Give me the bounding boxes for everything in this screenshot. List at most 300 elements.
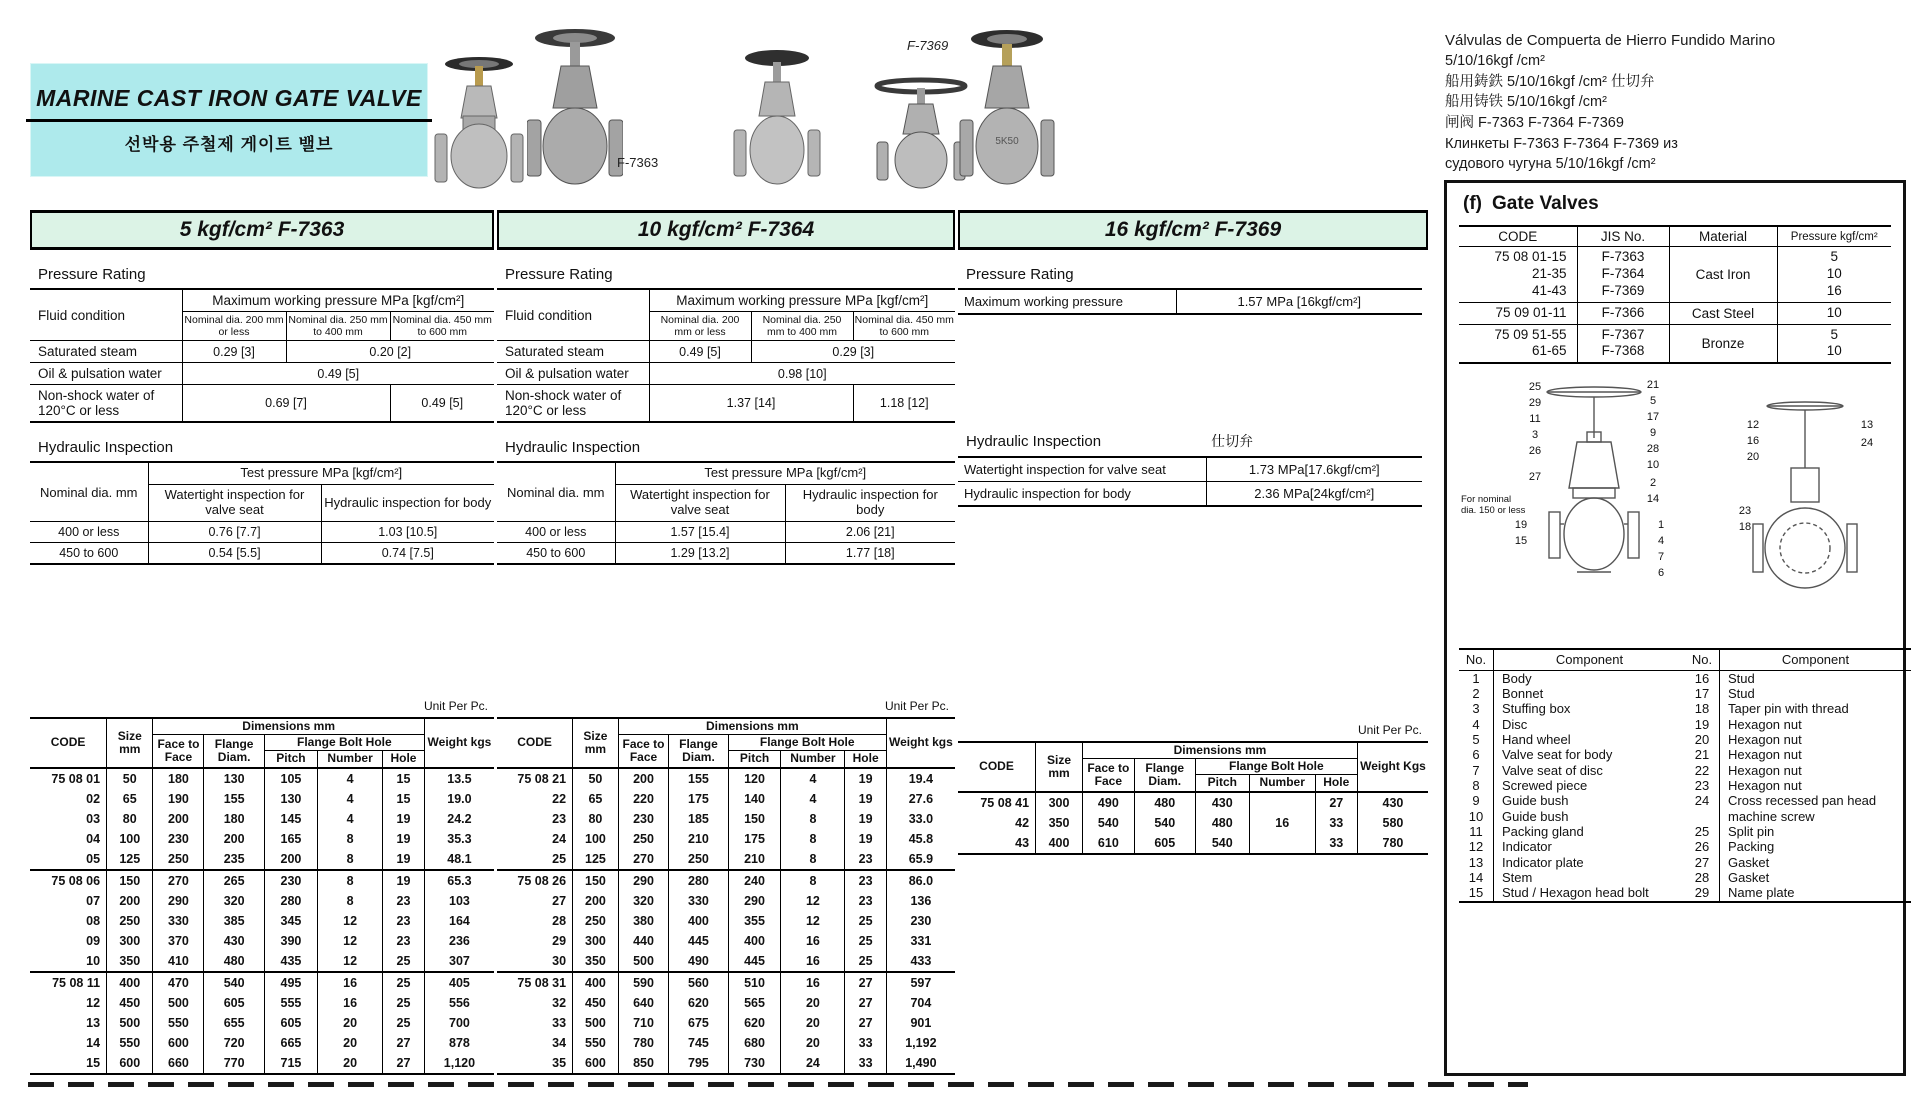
cell: 33	[845, 1053, 886, 1073]
cell: 75 08 41	[958, 792, 1036, 813]
cell: 12	[318, 911, 383, 931]
col-header: Weight kgs	[886, 719, 955, 768]
cell: 120	[728, 768, 781, 789]
cell: 715	[264, 1053, 317, 1073]
cell: F-7367 F-7368	[1577, 324, 1669, 362]
cell: 27	[845, 972, 886, 993]
valve-drawing-left	[1547, 387, 1641, 572]
cell: 75 08 21	[497, 768, 573, 789]
cell: 125	[573, 849, 619, 870]
cell: Hexagon nut	[1720, 763, 1912, 778]
cell: 12	[781, 911, 845, 931]
cell: 23	[383, 891, 425, 911]
col-header: Size mm	[573, 719, 619, 768]
cell: 130	[264, 789, 317, 809]
cell: 280	[669, 870, 729, 891]
cell: 307	[424, 951, 494, 972]
cell: 490	[1083, 792, 1135, 813]
cell: 400	[573, 972, 619, 993]
diagram-callout-4: 4	[1657, 535, 1665, 548]
cell: Hexagon nut	[1720, 778, 1912, 793]
col-header: CODE	[497, 719, 573, 768]
intro-line: 闸阀 F-7363 F-7364 F-7369	[1445, 115, 1624, 132]
table-row	[1459, 793, 1685, 808]
unit-per-pc-label: Unit Per Pc.	[1357, 723, 1422, 737]
cell: 80	[573, 809, 619, 829]
cell: 330	[153, 911, 204, 931]
table-row	[497, 972, 955, 993]
table-row	[1459, 809, 1685, 824]
cell: 450 to 600	[30, 542, 148, 563]
cell: 385	[204, 911, 264, 931]
table-row	[1459, 763, 1685, 778]
table-row	[1685, 824, 1911, 839]
cell: 200	[618, 768, 668, 789]
col-header: Dimensions mm	[1083, 743, 1358, 759]
cell: 27	[383, 1053, 425, 1073]
col-header: Flange Bolt Hole	[1195, 759, 1357, 775]
cell: Taper pin with thread	[1720, 701, 1912, 716]
cell: Stuffing box	[1494, 701, 1686, 716]
cell: 345	[264, 911, 317, 931]
col-header: Number	[1249, 775, 1315, 792]
col-header: Size mm	[107, 719, 153, 768]
diagram-callout-1: 1	[1657, 519, 1665, 532]
cell: 430	[204, 931, 264, 951]
cell: 1	[1459, 670, 1494, 686]
cell: 43	[958, 833, 1036, 853]
cell: 620	[728, 1013, 781, 1033]
table-row	[1459, 701, 1685, 716]
cell: 26	[1685, 839, 1720, 854]
pressure-rating-table	[497, 290, 955, 421]
valve-photo-4	[873, 72, 969, 192]
table-row	[30, 972, 494, 993]
table-row	[1459, 686, 1685, 701]
cell: 4	[781, 768, 845, 789]
cell: Stud	[1720, 686, 1912, 701]
cell: 25	[383, 972, 425, 993]
spec-section	[958, 205, 1428, 1085]
cell: Indicator	[1494, 839, 1686, 854]
cell: 0.49 [5]	[182, 363, 494, 385]
cell: 435	[264, 951, 317, 972]
cell: 27	[1685, 855, 1720, 870]
cell: 140	[728, 789, 781, 809]
cell: 29	[497, 931, 573, 951]
intro-line: судового чугуна 5/10/16kgf /cm²	[1445, 156, 1656, 173]
jis-code-table	[1457, 225, 1893, 364]
spec-section	[30, 205, 494, 1085]
table-block	[30, 972, 494, 1073]
diagram-callout-13: 13	[1860, 419, 1874, 432]
cell: 25	[383, 993, 425, 1013]
cell: 48.1	[424, 849, 494, 870]
cell: 10	[1459, 809, 1494, 824]
cell: 19	[383, 849, 425, 870]
cell: Stud / Hexagon head bolt	[1494, 885, 1686, 900]
cell: 27	[497, 891, 573, 911]
hydraulic-inspection-table	[497, 463, 955, 563]
hydraulic-inspection-label: Hydraulic Inspection	[38, 439, 174, 457]
table-row	[497, 870, 955, 891]
cell: 80	[107, 809, 153, 829]
cell: 540	[204, 972, 264, 993]
cell: 12	[1459, 839, 1494, 854]
cell: Maximum working pressure MPa [kgf/cm²]	[182, 290, 494, 312]
cell: 240	[728, 870, 781, 891]
table-row	[30, 951, 494, 972]
col-header: Flange Bolt Hole	[264, 735, 424, 751]
cell: 130	[204, 768, 264, 789]
svg-text:dia. 150 or less: dia. 150 or less	[1461, 505, 1526, 517]
cell: 280	[264, 891, 317, 911]
cell: 8	[318, 829, 383, 849]
col-header: CODE	[30, 719, 107, 768]
page-title: MARINE CAST IRON GATE VALVE	[26, 85, 432, 122]
cell: 680	[728, 1033, 781, 1053]
cell: Gasket	[1720, 855, 1912, 870]
diagram-callout-10: 10	[1646, 459, 1660, 472]
cell: 8	[318, 849, 383, 870]
cell: 165	[264, 829, 317, 849]
table-row	[30, 1053, 494, 1073]
cell: 28	[497, 911, 573, 931]
cell: 20	[318, 1053, 383, 1073]
cell: 235	[204, 849, 264, 870]
cell: 270	[618, 849, 668, 870]
col-header: Number	[781, 751, 845, 768]
cell: 155	[669, 768, 729, 789]
diagram-callout-27: 27	[1528, 471, 1542, 484]
col-header: Face to Face	[618, 735, 668, 768]
cell: 16	[781, 931, 845, 951]
cell: Gasket	[1720, 870, 1912, 885]
cell: 22	[1685, 763, 1720, 778]
cell: 75 08 06	[30, 870, 107, 891]
cell: 600	[153, 1033, 204, 1053]
page-bottom-edge	[28, 1082, 1528, 1087]
table-row	[1685, 885, 1911, 900]
cell: 65.9	[886, 849, 955, 870]
cell: 75 08 01	[30, 768, 107, 789]
cell: 610	[1083, 833, 1135, 853]
diagram-callout-18: 18	[1738, 521, 1752, 534]
cell: 32	[497, 993, 573, 1013]
cell: 400	[669, 911, 729, 931]
cell: 350	[573, 951, 619, 972]
pressure-rating-label: Pressure Rating	[966, 266, 1074, 283]
cell: 75 09 51-55 61-65	[1459, 324, 1577, 362]
cell: 23	[845, 849, 886, 870]
table-row	[30, 1013, 494, 1033]
table-row	[30, 341, 494, 363]
table-row	[958, 833, 1428, 853]
col-header: Flange Diam.	[204, 735, 264, 768]
cell: 250	[573, 911, 619, 931]
cell: 0.76 [7.7]	[148, 521, 321, 542]
diagram-callout-5: 5	[1649, 395, 1657, 408]
intro-line: Клинкеты F-7363 F-7364 F-7369 из	[1445, 135, 1678, 152]
table-row	[497, 385, 955, 422]
cell: 19	[845, 789, 886, 809]
cell: Stud	[1720, 670, 1912, 686]
cell: 35.3	[424, 829, 494, 849]
pressure-rating-table	[30, 290, 494, 421]
cell: 556	[424, 993, 494, 1013]
cell: 500	[618, 951, 668, 972]
cell: 4	[318, 809, 383, 829]
cell: 03	[30, 809, 107, 829]
cell: 15	[383, 789, 425, 809]
cell: Saturated steam	[497, 341, 649, 363]
cell: 400	[728, 931, 781, 951]
cell: 185	[669, 809, 729, 829]
cell: 16	[781, 951, 845, 972]
cell: 09	[30, 931, 107, 951]
cell: 103	[424, 891, 494, 911]
col-header: Size mm	[1036, 743, 1083, 792]
cell: Oil & pulsation water	[30, 363, 182, 385]
table-row	[1685, 747, 1911, 762]
cell: 1.57 MPa [16kgf/cm²]	[1176, 290, 1422, 313]
col-header: Face to Face	[153, 735, 204, 768]
unit-per-pc-label: Unit Per Pc.	[884, 698, 949, 713]
valve-photo-2	[527, 24, 623, 196]
cell: 19	[845, 809, 886, 829]
cell: 24	[781, 1053, 845, 1073]
table-row	[30, 521, 494, 542]
cell: Oil & pulsation water	[497, 363, 649, 385]
cell: 33	[1315, 813, 1357, 833]
gate-valves-panel	[1444, 180, 1906, 1076]
cell: Cast Steel	[1669, 302, 1777, 324]
col-header: Number	[318, 751, 383, 768]
cell: 1,490	[886, 1053, 955, 1073]
photo-label-f7369: F-7369	[907, 38, 949, 53]
cell: 19	[845, 768, 886, 789]
col-header: Hole	[845, 751, 886, 768]
cell: 150	[107, 870, 153, 891]
cell: 250	[618, 829, 668, 849]
table-row	[497, 542, 955, 563]
cell: 1.18 [12]	[853, 385, 955, 422]
table-row	[30, 911, 494, 931]
col-header: Weight kgs	[424, 719, 494, 768]
cell: 17	[1685, 686, 1720, 701]
cell: 22	[497, 789, 573, 809]
cell: 200	[204, 829, 264, 849]
cell: 320	[618, 891, 668, 911]
diagram-callout-3: 3	[1531, 429, 1539, 442]
intro-text-block	[1445, 30, 1905, 175]
diagram-callout-29: 29	[1528, 397, 1542, 410]
table-row	[497, 911, 955, 931]
cell: Screwed piece	[1494, 778, 1686, 793]
cell: 34	[497, 1033, 573, 1053]
cell: 20	[781, 1013, 845, 1033]
cell: 2	[1459, 686, 1494, 701]
dimensions-table	[497, 719, 955, 1073]
cell: 780	[618, 1033, 668, 1053]
table-row	[1685, 670, 1911, 686]
table-row	[1685, 686, 1911, 701]
table-row	[958, 813, 1428, 833]
cell: 20	[318, 1013, 383, 1033]
cell: 24	[1685, 793, 1720, 824]
table-row	[1459, 670, 1685, 686]
cell: 75 09 01-11	[1459, 302, 1577, 324]
intro-line: 船用鋳鉄 5/10/16kgf /cm² 仕切弁	[1445, 73, 1655, 90]
cell: Body	[1494, 670, 1686, 686]
cell: 210	[669, 829, 729, 849]
cell: 540	[1083, 813, 1135, 833]
jis-table	[1459, 227, 1891, 362]
table-row	[497, 1033, 955, 1053]
cell: 550	[107, 1033, 153, 1053]
cell: 12	[318, 931, 383, 951]
cell: 795	[669, 1053, 729, 1073]
cell: 12	[30, 993, 107, 1013]
cell: 30	[497, 951, 573, 972]
cell: 430	[1195, 792, 1249, 813]
cell: 4	[1459, 717, 1494, 732]
col-header: Flange Diam.	[669, 735, 729, 768]
cell: 100	[107, 829, 153, 849]
cell: 370	[153, 931, 204, 951]
cell: 0.20 [2]	[286, 341, 494, 363]
table-row	[1685, 839, 1911, 854]
table-block	[497, 972, 955, 1073]
cell: 16	[1685, 670, 1720, 686]
cell: 0.74 [7.5]	[321, 542, 494, 563]
product-photos	[425, 10, 1055, 195]
cell: 605	[204, 993, 264, 1013]
cell: 4	[318, 789, 383, 809]
cell: 555	[264, 993, 317, 1013]
cell: 27	[1315, 792, 1357, 813]
table-row	[30, 891, 494, 911]
cell: Bonnet	[1494, 686, 1686, 701]
cell: 878	[424, 1033, 494, 1053]
cell: 1.03 [10.5]	[321, 521, 494, 542]
cell: 50	[107, 768, 153, 789]
cell: Disc	[1494, 717, 1686, 732]
valve-photo-5	[959, 26, 1055, 196]
cell: 07	[30, 891, 107, 911]
cell: 19.4	[886, 768, 955, 789]
cell: 190	[153, 789, 204, 809]
cell: 2.36 MPa[24kgf/cm²]	[1206, 482, 1422, 506]
cell: 4	[781, 789, 845, 809]
cell: 10	[30, 951, 107, 972]
table-row	[497, 993, 955, 1013]
table-row	[1459, 885, 1685, 900]
table-row	[30, 870, 494, 891]
table-row	[30, 993, 494, 1013]
table-row	[1685, 717, 1911, 732]
panel-title	[1463, 193, 1893, 215]
cell: Test pressure MPa [kgf/cm²]	[148, 463, 494, 484]
table-block	[958, 792, 1428, 853]
cell: Stem	[1494, 870, 1686, 885]
col-header: Component	[1720, 650, 1912, 670]
section-header: 16 kgf/cm² F-7369	[958, 210, 1428, 250]
table-row	[30, 829, 494, 849]
diagram-callout-19: 19	[1514, 519, 1528, 532]
cell: 8	[781, 809, 845, 829]
cell: 300	[1036, 792, 1083, 813]
cell: 850	[618, 1053, 668, 1073]
cell: 23	[383, 931, 425, 951]
cell: 08	[30, 911, 107, 931]
cell: 12	[781, 891, 845, 911]
cell: 290	[728, 891, 781, 911]
cell: 597	[886, 972, 955, 993]
cell: 105	[264, 768, 317, 789]
table-row	[1459, 824, 1685, 839]
cell: 200	[573, 891, 619, 911]
table-row	[1685, 763, 1911, 778]
cell: 25	[845, 951, 886, 972]
cell: 65.3	[424, 870, 494, 891]
component-list	[1459, 650, 1685, 900]
table-row	[30, 1033, 494, 1053]
cell: Cross recessed pan head machine screw	[1720, 793, 1912, 824]
section-header: 5 kgf/cm² F-7363	[30, 210, 494, 250]
cell: 8	[781, 849, 845, 870]
cell: Watertight inspection for valve seat	[958, 458, 1206, 482]
cell: 45.8	[886, 829, 955, 849]
diagram-callout-28: 28	[1646, 443, 1660, 456]
cell: Name plate	[1720, 885, 1912, 900]
table-row	[958, 482, 1422, 506]
cell: 480	[1195, 813, 1249, 833]
cell: Hydraulic inspection for body	[321, 485, 494, 522]
cell: 290	[618, 870, 668, 891]
table-row	[30, 789, 494, 809]
cell: 390	[264, 931, 317, 951]
diagram-callout-20: 20	[1746, 451, 1760, 464]
cell: 490	[669, 951, 729, 972]
cell: 33	[845, 1033, 886, 1053]
hydraulic-inspection-table	[30, 463, 494, 563]
table-row	[1459, 855, 1685, 870]
cell: 75 08 11	[30, 972, 107, 993]
cell: 500	[153, 993, 204, 1013]
cell: 19	[383, 809, 425, 829]
cell: 0.54 [5.5]	[148, 542, 321, 563]
table-row	[958, 458, 1422, 482]
cell: Saturated steam	[30, 341, 182, 363]
cell: F-7363 F-7364 F-7369	[1577, 247, 1669, 303]
cell: 19	[383, 829, 425, 849]
table-block	[30, 870, 494, 972]
photo-label-f7363: F-7363	[617, 155, 659, 170]
cell: 440	[618, 931, 668, 951]
diagram-callout-23: 23	[1738, 505, 1752, 518]
cell: Valve seat of disc	[1494, 763, 1686, 778]
cell: 0.29 [3]	[751, 341, 955, 363]
cell: 1.29 [13.2]	[615, 542, 785, 563]
cell: Hexagon nut	[1720, 732, 1912, 747]
cell: 14	[1459, 870, 1494, 885]
cell: Non-shock water of 120°C or less	[30, 385, 182, 422]
cell: 150	[728, 809, 781, 829]
diagram-callout-25: 25	[1528, 381, 1542, 394]
cell: 19	[383, 870, 425, 891]
cell: 8	[781, 829, 845, 849]
